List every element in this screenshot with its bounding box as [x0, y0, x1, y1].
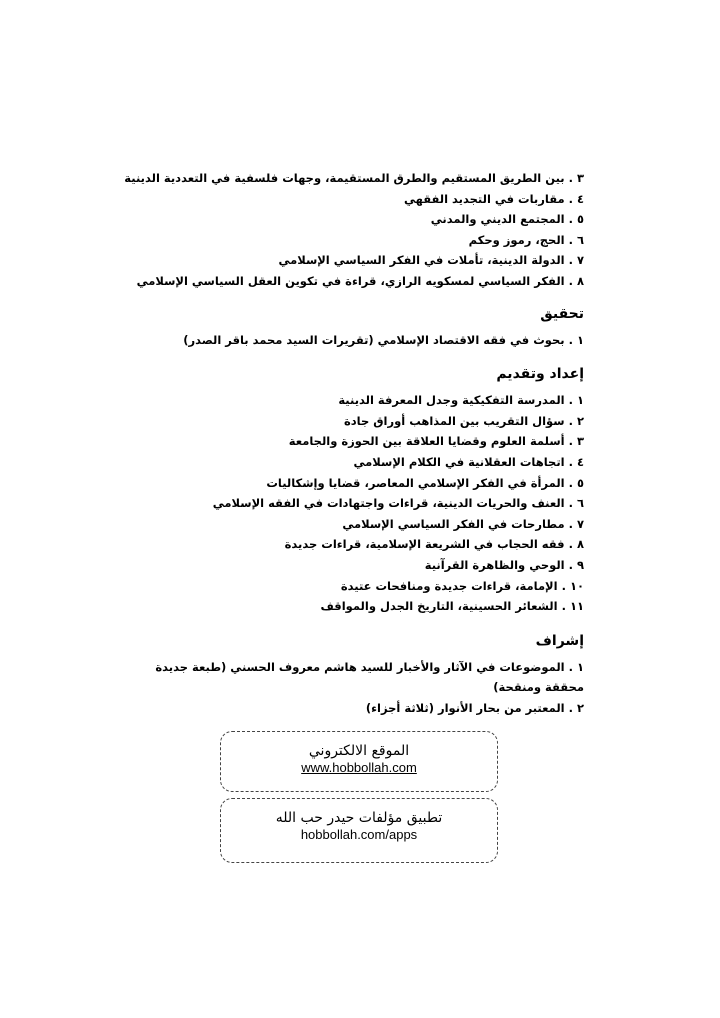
list-item: ٢ . المعتبر من بحار الأنوار (ثلاثة أجزاء) [365, 700, 584, 715]
website-box-title: الموقع الالكتروني [308, 743, 410, 759]
list-item: ١ . بحوث في فقه الاقتصاد الإسلامي (تقريرات السيد محمد باقر الصدر) [183, 332, 584, 347]
list-item: ٨ . الفكر السياسي لمسكويه الرازي، قراءة في تكوين العقل السياسي الإسلامي [136, 273, 584, 288]
list-item: ٦ . العنف والحريات الدينية، قراءات واجتهادات في الفقه الإسلامي [212, 496, 584, 511]
list-item: ٤ . مقاربات في التجديد الفقهي [404, 191, 584, 206]
books-continued-list [104, 168, 584, 292]
website-box [220, 731, 498, 792]
list-item: ١ . المدرسة التفكيكية وجدل المعرفة الدينية [338, 393, 584, 408]
preparation-list [104, 390, 584, 617]
list-item: ٥ . المجتمع الديني والمدني [430, 212, 584, 227]
list-item: ٥ . المرأة في الفكر الإسلامي المعاصر، قضايا وإشكاليات [266, 475, 584, 490]
list-item: ٧ . مطارحات في الفكر السياسي الإسلامي [342, 516, 584, 531]
book-list-content [104, 168, 584, 718]
list-item: ٨ . فقه الحجاب في الشريعة الإسلامية، قراءات جديدة [284, 537, 584, 552]
supervision-list [104, 657, 584, 719]
list-item: ٧ . الدولة الدينية، تأملات في الفكر السياسي الإسلامي [278, 253, 584, 268]
app-box [220, 798, 498, 863]
app-box-title: تطبيق مؤلفات حيدر حب الله [275, 810, 443, 826]
list-item: ١١ . الشعائر الحسينية، التاريخ الجدل والمواقف [320, 599, 584, 614]
list-item: ٩ . الوحي والظاهرة القرآنية [424, 557, 584, 572]
list-item: ٣ . أسلمة العلوم وقضايا العلاقة بين الحوزة والجامعة [288, 434, 584, 449]
tahqiq-list [104, 330, 584, 351]
section-heading-tahqiq: تحقيق [540, 305, 584, 322]
section-heading-preparation: إعداد وتقديم [496, 366, 584, 383]
list-item: ٤ . اتجاهات العقلانية في الكلام الإسلامي [353, 454, 584, 469]
list-item: ١٠ . الإمامة، قراءات جديدة ومنافحات عتيدة [340, 578, 584, 593]
app-link[interactable]: hobbollah.com/apps [300, 827, 418, 842]
website-link[interactable]: www.hobbollah.com [301, 760, 417, 775]
list-item: ١ . الموضوعات في الآثار والأخبار للسيد هاشم معروف الحسني (طبعة جديدة محققة ومنقحة) [155, 659, 584, 695]
section-heading-supervision: إشراف [535, 632, 584, 649]
list-item: ٢ . سؤال التقريب بين المذاهب أوراق جادة [343, 413, 584, 428]
list-item: ٦ . الحج، رموز وحكم [468, 232, 584, 247]
list-item: ٣ . بين الطريق المستقيم والطرق المستقيمة، وجهات فلسفية في التعددية الدينية [124, 171, 584, 185]
